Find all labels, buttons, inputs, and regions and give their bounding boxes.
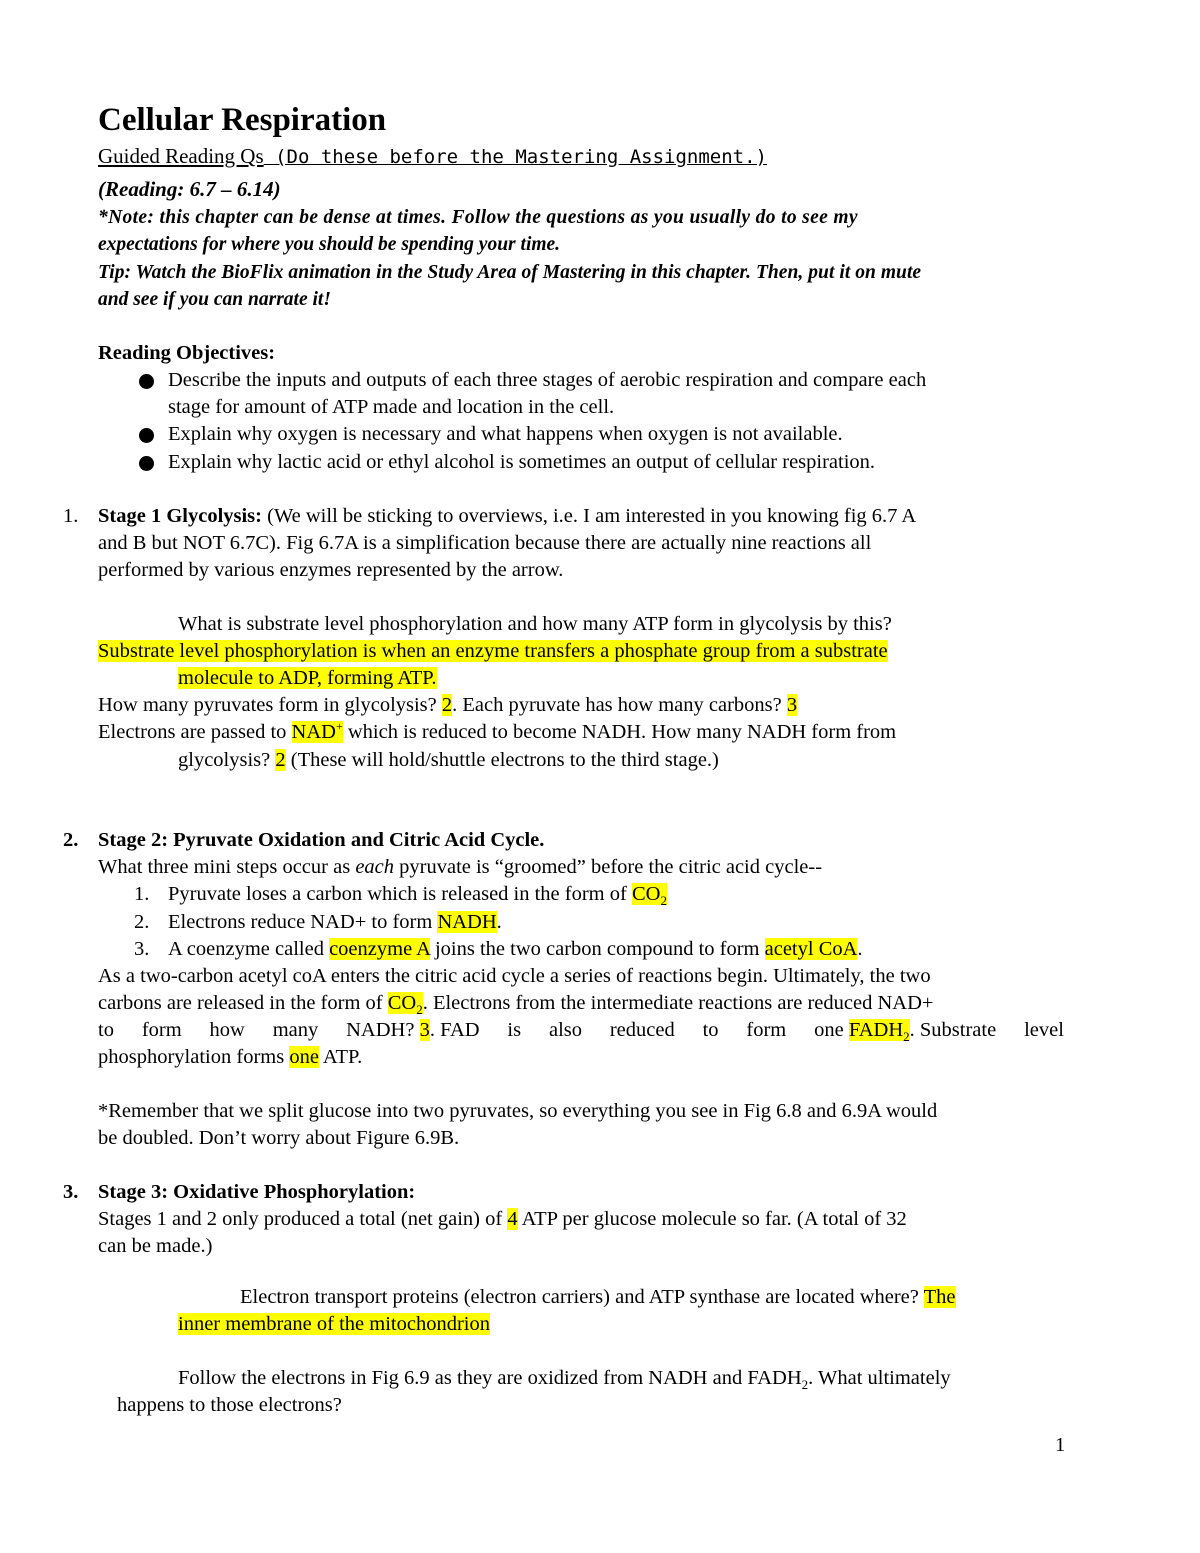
question-substrate-level: What is substrate level phosphorylation and how many ATP form in glycolysis by this? xyxy=(178,613,892,635)
answer-subscript: 2 xyxy=(660,893,667,909)
objective-3: Explain why lactic acid or ethyl alcohol is sometimes an output of cellular respiration. xyxy=(168,451,876,473)
remember-line-1: *Remember that we split glucose into two pyruvates, so everything you see in Fig 6.8 and 6.9A would xyxy=(98,1100,938,1122)
para-word: to xyxy=(702,1019,719,1041)
subscript: 2 xyxy=(801,1377,809,1393)
answer-highlight: NADH xyxy=(437,911,497,933)
section-3-heading: Stage 3: Oxidative Phosphorylation: xyxy=(98,1181,416,1203)
para-text: carbons are released in the form of xyxy=(98,992,388,1014)
answer-text: CO xyxy=(387,992,417,1014)
answer-text: NAD xyxy=(291,721,336,743)
objective-1-cont: stage for amount of ATP made and location in the cell. xyxy=(168,396,615,418)
question-text: Follow the electrons in Fig 6.9 as they are oxidized from NADH and FADH xyxy=(178,1367,802,1389)
question-etc-location xyxy=(240,1284,956,1311)
answer-substrate-level-1 xyxy=(98,638,888,665)
remember-line-2: be doubled. Don’t worry about Figure 6.9B. xyxy=(98,1127,460,1149)
step-text: A coenzyme called xyxy=(168,938,330,960)
step-number: 1. xyxy=(134,883,150,905)
section-2-heading: Stage 2: Pyruvate Oxidation and Citric Acid Cycle. xyxy=(98,829,545,851)
question-nadh-count xyxy=(178,747,719,774)
question-text: which is reduced to become NADH. How many NADH form from xyxy=(342,721,897,743)
tip-line-2: and see if you can narrate it! xyxy=(98,289,331,310)
bullet-icon xyxy=(139,428,154,443)
question-pyruvates xyxy=(98,692,797,719)
question-text: Electrons are passed to xyxy=(98,721,292,743)
step-text: Pyruvate loses a carbon which is released in the form of xyxy=(168,883,632,905)
section-2-intro xyxy=(98,854,822,881)
note-line-1 xyxy=(98,204,1097,231)
answer-highlight xyxy=(292,721,343,743)
answer-highlight: acetyl CoA xyxy=(764,938,858,960)
objective-1: Describe the inputs and outputs of each three stages of aerobic respiration and compare each xyxy=(168,369,927,391)
intro-emphasis: each xyxy=(355,856,395,878)
para-word: also xyxy=(548,1019,582,1041)
question-text: glycolysis? xyxy=(178,749,276,771)
section-2-para-4 xyxy=(98,1044,362,1071)
answer-highlight xyxy=(631,883,667,909)
answer-subscript: 2 xyxy=(416,1002,423,1018)
answer-highlight: one xyxy=(289,1046,319,1068)
subtitle xyxy=(98,143,767,171)
step-number: 3. xyxy=(134,938,150,960)
step-text: . xyxy=(496,911,502,933)
section-1-line-1 xyxy=(98,503,916,530)
section-3-line-2: can be made.) xyxy=(98,1235,213,1257)
para-word: reduced xyxy=(609,1019,675,1041)
subtitle-note: (Do these before the Mastering Assignment.) xyxy=(263,146,767,168)
para-text: ATP per glucose molecule so far. (A total of 32 xyxy=(517,1208,907,1230)
step-text: . xyxy=(857,938,863,960)
answer-subscript: 2 xyxy=(903,1029,910,1045)
section-1-text-1: (We will be sticking to overviews, i.e. I am interested in you knowing fig 6.7 A xyxy=(262,505,917,527)
answer-highlight: molecule to ADP, forming ATP. xyxy=(178,667,437,689)
note-text: *Note: this chapter can be dense at times. Follow the questions as you usually do to see my xyxy=(98,207,858,228)
para-word: how xyxy=(209,1019,245,1041)
section-3-line-1 xyxy=(98,1206,907,1233)
answer-highlight: Substrate level phosphorylation is when an enzyme transfers a phosphate group from a substrate xyxy=(98,640,888,662)
note-line-2: expectations for where you should be spending your time. xyxy=(98,234,561,255)
intro-text: pyruvate is “groomed” before the citric acid cycle-- xyxy=(394,856,823,878)
answer-highlight: 3 xyxy=(786,694,798,716)
step-text: Electrons reduce NAD+ to form xyxy=(168,911,438,933)
question-electrons xyxy=(178,1365,951,1392)
answer-highlight: 2 xyxy=(441,694,453,716)
section-1-line-2: and B but NOT 6.7C). Fig 6.7A is a simplification because there are actually nine reactions all xyxy=(98,532,872,554)
section-2-para-2 xyxy=(98,990,933,1017)
answer-superscript: + xyxy=(335,719,343,734)
question-electrons-cont: happens to those electrons? xyxy=(117,1394,342,1416)
answer-highlight: inner membrane of the mitochondrion xyxy=(178,1313,490,1335)
section-1-number: 1. xyxy=(63,505,79,527)
section-1-line-3: performed by various enzymes represented by the arrow. xyxy=(98,559,564,581)
question-text: . Each pyruvate has how many carbons? xyxy=(452,694,787,716)
answer-text: CO xyxy=(631,883,661,905)
para-word: many xyxy=(272,1019,319,1041)
para-word: . Substrate xyxy=(909,1019,997,1041)
step-text: joins the two carbon compound to form xyxy=(429,938,765,960)
answer-substrate-level-2 xyxy=(178,665,437,692)
step-2 xyxy=(168,909,502,936)
question-text: How many pyruvates form in glycolysis? xyxy=(98,694,442,716)
answer-text: FADH xyxy=(848,1019,904,1041)
objectives-heading: Reading Objectives: xyxy=(98,342,276,364)
question-text: Electron transport proteins (electron carriers) and ATP synthase are located where? xyxy=(240,1286,924,1308)
intro-text: What three mini steps occur as xyxy=(98,856,356,878)
section-3-number: 3. xyxy=(63,1181,79,1203)
para-word: to xyxy=(98,1019,114,1041)
step-1 xyxy=(168,881,667,908)
para-word: one xyxy=(814,1019,844,1041)
para-word-group xyxy=(814,1017,996,1044)
para-word: form xyxy=(141,1019,182,1041)
para-text: phosphorylation forms xyxy=(98,1046,290,1068)
para-word: level xyxy=(1024,1019,1064,1041)
section-2-para-3 xyxy=(98,1017,1064,1044)
reading-range: (Reading: 6.7 – 6.14) xyxy=(98,177,281,201)
section-2-para-1: As a two-carbon acetyl coA enters the citric acid cycle a series of reactions begin. Ultimately, the two xyxy=(98,965,931,987)
answer-highlight: 3 xyxy=(419,1019,430,1041)
para-word-group xyxy=(346,1017,479,1044)
page-number: 1 xyxy=(1055,1434,1066,1456)
answer-highlight: coenzyme A xyxy=(329,938,430,960)
section-2-number: 2. xyxy=(63,829,79,851)
question-text: (These will hold/shuttle electrons to the third stage.) xyxy=(285,749,719,771)
page-title: Cellular Respiration xyxy=(98,102,387,138)
step-number: 2. xyxy=(134,911,150,933)
answer-highlight: 4 xyxy=(507,1208,518,1230)
para-word: is xyxy=(507,1019,522,1041)
para-text: ATP. xyxy=(318,1046,363,1068)
answer-highlight: 2 xyxy=(275,749,286,771)
para-word: . FAD xyxy=(429,1019,480,1041)
objective-2: Explain why oxygen is necessary and what happens when oxygen is not available. xyxy=(168,423,843,445)
bullet-icon xyxy=(139,456,154,471)
question-nad xyxy=(98,719,896,746)
section-1-heading: Stage 1 Glycolysis: xyxy=(98,505,262,527)
answer-highlight xyxy=(387,992,423,1018)
para-text: . Electrons from the intermediate reactions are reduced NAD+ xyxy=(422,992,934,1014)
answer-etc-location xyxy=(178,1311,490,1338)
step-3 xyxy=(168,936,863,963)
tip-line-1: Tip: Watch the BioFlix animation in the Study Area of Mastering in this chapter. Then, put it on mute xyxy=(98,262,922,283)
subtitle-guided: Guided Reading Qs xyxy=(98,144,264,168)
para-word: form xyxy=(746,1019,787,1041)
answer-highlight: The xyxy=(923,1286,956,1308)
para-text: Stages 1 and 2 only produced a total (net gain) of xyxy=(98,1208,508,1230)
question-text: . What ultimately xyxy=(808,1367,951,1389)
para-word: NADH? xyxy=(346,1019,415,1041)
answer-highlight xyxy=(848,1019,910,1045)
bullet-icon xyxy=(139,374,154,389)
